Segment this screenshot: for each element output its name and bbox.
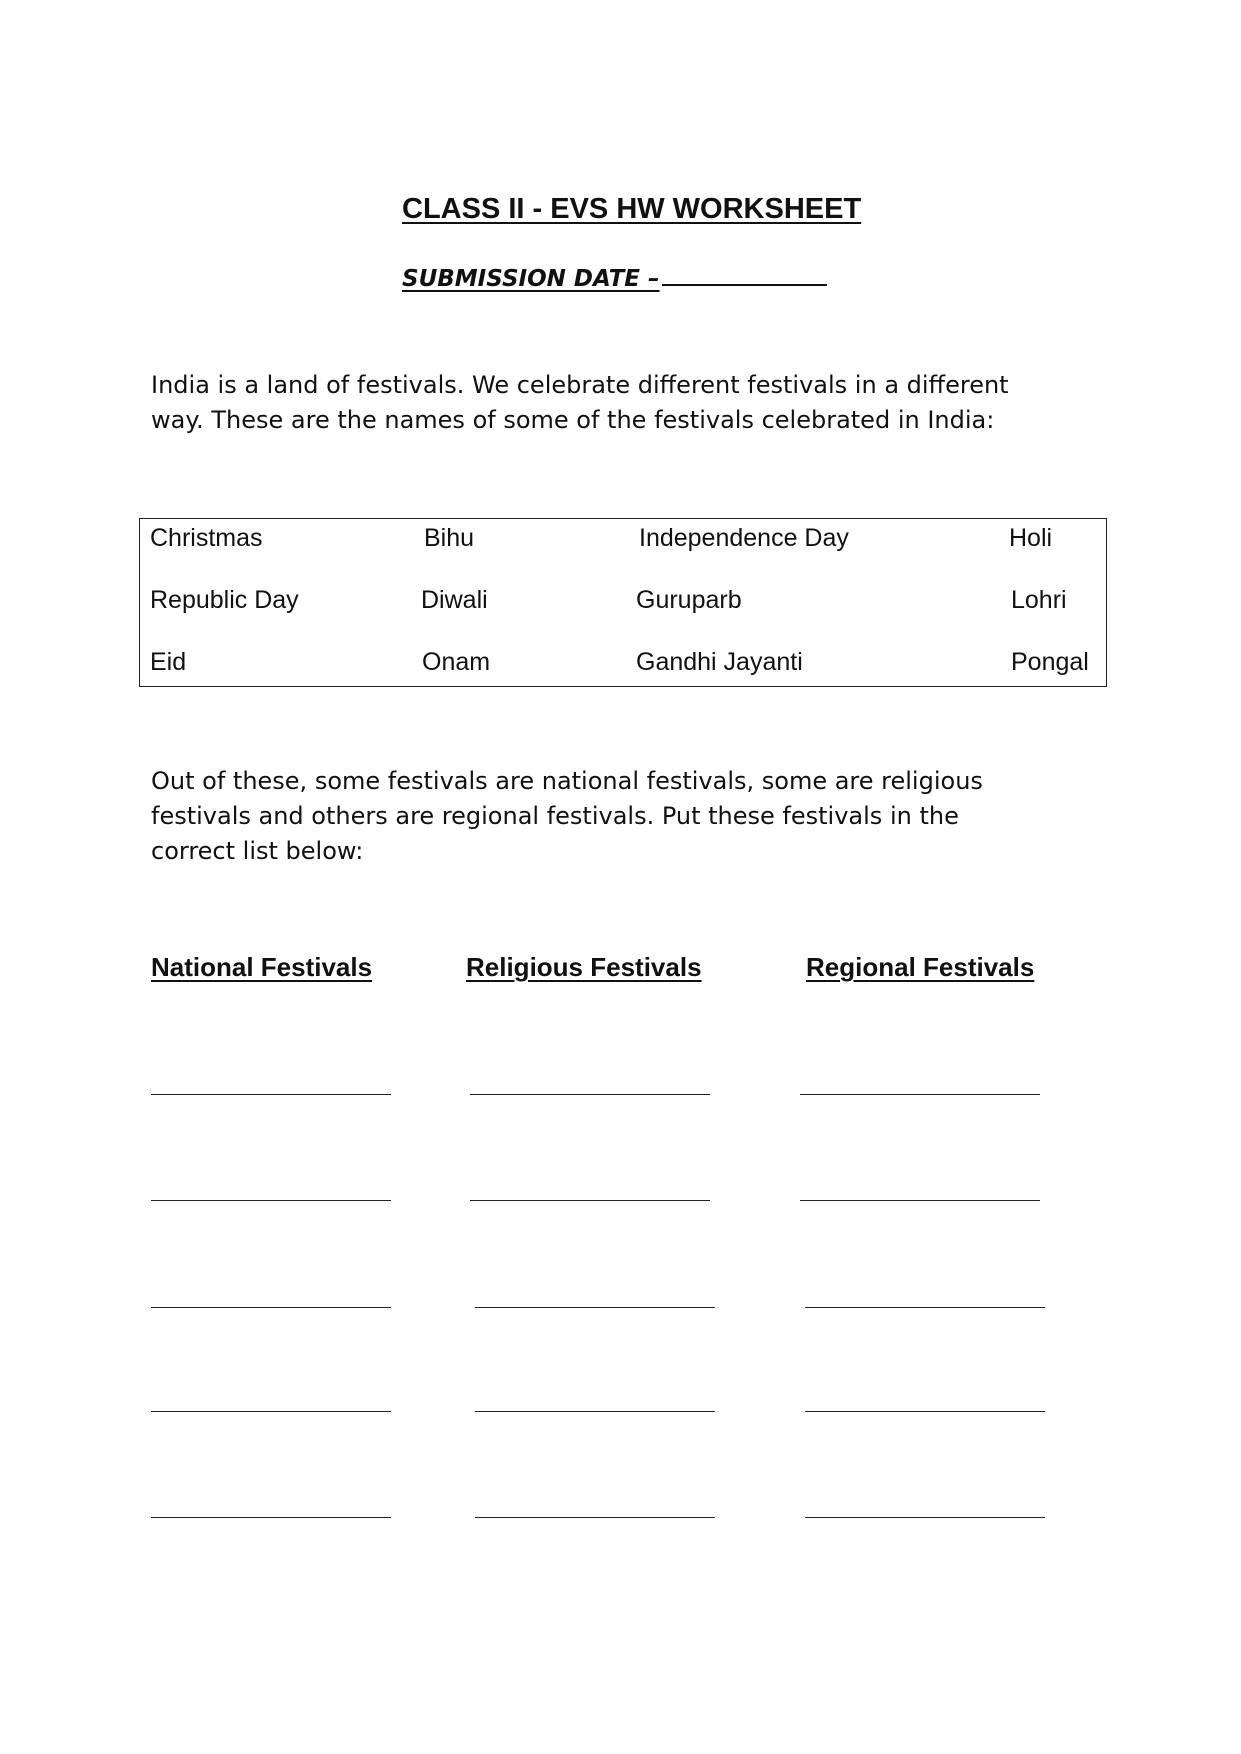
submission-date-blank[interactable] (662, 261, 827, 286)
regional-answer-blank[interactable] (805, 1517, 1045, 1518)
religious-festivals-heading: Religious Festivals (466, 952, 702, 982)
festival-name: Bihu (424, 524, 475, 552)
national-answer-blank[interactable] (151, 1307, 391, 1308)
instructions-line: correct list below: (151, 837, 364, 865)
festival-name: Republic Day (150, 586, 299, 614)
worksheet-title: CLASS II - EVS HW WORKSHEET (402, 193, 862, 225)
festival-name: Gandhi Jayanti (636, 648, 803, 676)
instructions-line: festivals and others are regional festivals. Put these festivals in the (151, 802, 959, 830)
intro-line: India is a land of festivals. We celebrate different festivals in a different (151, 371, 1009, 399)
instructions-line: Out of these, some festivals are national festivals, some are religious (151, 767, 983, 795)
regional-answer-blank[interactable] (805, 1307, 1045, 1308)
festival-name: Diwali (421, 586, 488, 614)
national-answer-blank[interactable] (151, 1200, 391, 1201)
regional-answer-blank[interactable] (800, 1200, 1040, 1201)
festival-names-box (139, 518, 1107, 687)
festival-name: Lohri (1011, 586, 1067, 614)
festival-name: Holi (1009, 524, 1053, 552)
festival-name: Eid (150, 648, 187, 676)
submission-date-label: SUBMISSION DATE – (402, 266, 660, 292)
national-answer-blank[interactable] (151, 1094, 391, 1095)
festival-name: Pongal (1011, 648, 1089, 676)
festival-name: Onam (422, 648, 491, 676)
religious-answer-blank[interactable] (475, 1517, 715, 1518)
regional-answer-blank[interactable] (800, 1094, 1040, 1095)
intro-line: way. These are the names of some of the festivals celebrated in India: (151, 406, 995, 434)
festival-name: Christmas (150, 524, 263, 552)
festival-name: Independence Day (639, 524, 849, 552)
festival-name: Guruparb (636, 586, 742, 614)
national-answer-blank[interactable] (151, 1411, 391, 1412)
regional-answer-blank[interactable] (805, 1411, 1045, 1412)
religious-answer-blank[interactable] (475, 1307, 715, 1308)
religious-answer-blank[interactable] (470, 1200, 710, 1201)
national-festivals-heading: National Festivals (151, 952, 373, 982)
religious-answer-blank[interactable] (470, 1094, 710, 1095)
instructions-paragraph (151, 764, 1091, 869)
religious-answer-blank[interactable] (475, 1411, 715, 1412)
national-answer-blank[interactable] (151, 1517, 391, 1518)
submission-date-line (402, 261, 827, 292)
regional-festivals-heading: Regional Festivals (806, 952, 1035, 982)
intro-paragraph (151, 368, 1091, 438)
